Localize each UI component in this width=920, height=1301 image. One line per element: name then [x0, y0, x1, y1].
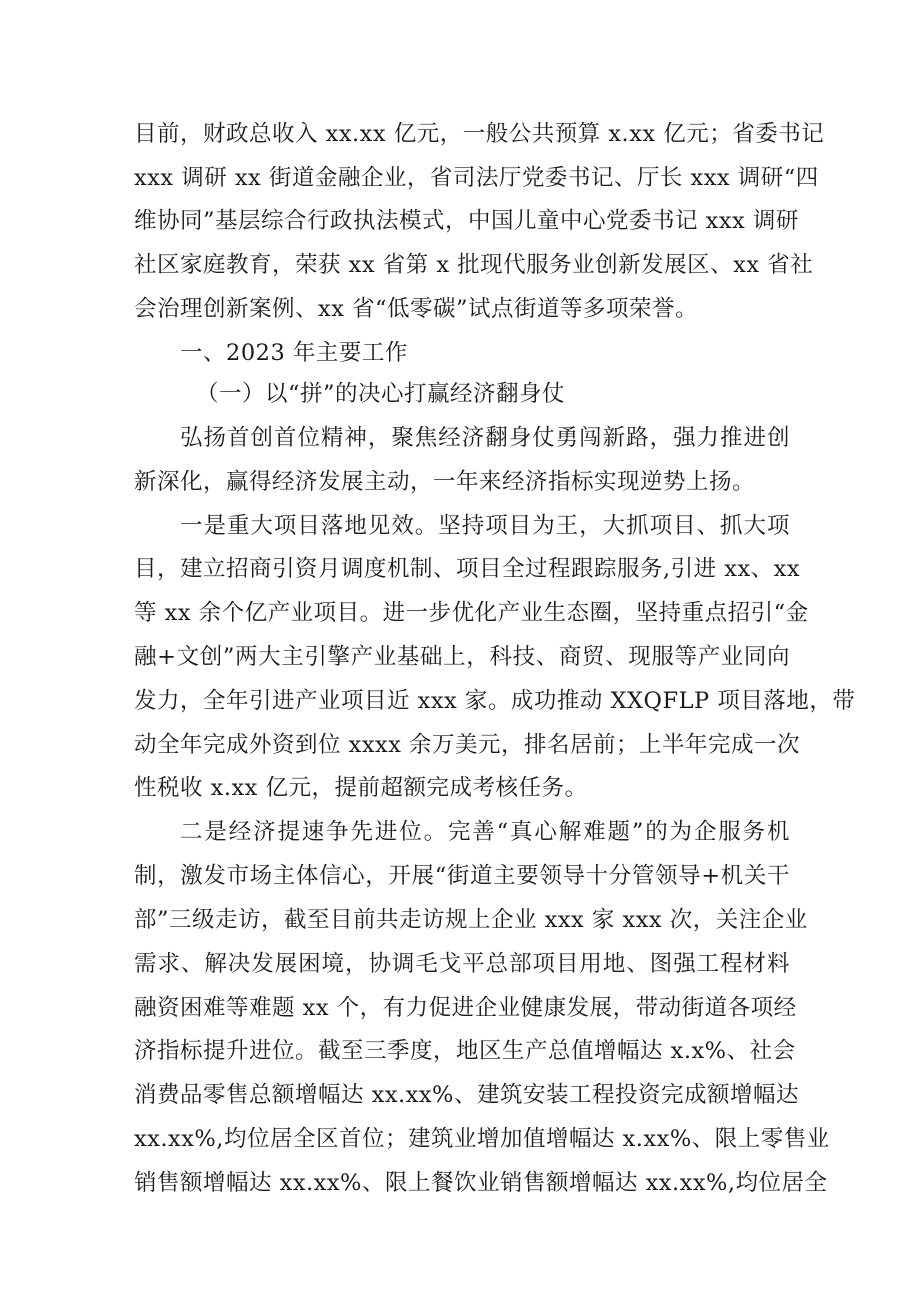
- text-line: xxx 调研 xx 街道金融企业，省司法厅党委书记、厅长 xxx 调研“四: [134, 165, 819, 191]
- text-line: 发力，全年引进产业项目近 xxx 家。成功推动 XXQFLP 项目落地，带: [134, 688, 856, 714]
- text-line: 弘扬首创首位精神，聚焦经济翻身仗勇闯新路，强力推进创: [180, 425, 790, 451]
- text-line: 目前，财政总收入 xx.xx 亿元，一般公共预算 x.xx 亿元；省委书记: [134, 121, 825, 147]
- text-line: 二是经济提速争先进位。完善“真心解难题”的为企服务机: [180, 819, 790, 845]
- text-line: 会治理创新案例、xx 省“低零碳”试点街道等多项荣誉。: [134, 296, 699, 322]
- text-line: 消费品零售总额增幅达 xx.xx%、建筑安装工程投资完成额增幅达: [134, 1082, 799, 1108]
- text-line: 销售额增幅达 xx.xx%、限上餐饮业销售额增幅达 xx.xx%,均位居全: [134, 1170, 828, 1196]
- text-line: 融资困难等难题 xx 个，有力促进企业健康发展，带动街道各项经: [134, 995, 797, 1021]
- text-line: 一是重大项目落地见效。坚持项目为王，大抓项目、抓大项: [180, 513, 790, 539]
- text-line: 融+文创”两大主引擎产业基础上，科技、商贸、现服等产业同向: [134, 644, 790, 670]
- section-heading: 一、2023 年主要工作: [180, 340, 408, 366]
- text-line: 新深化，赢得经济发展主动，一年来经济指标实现逆势上扬。: [134, 469, 756, 495]
- text-line: 济指标提升进位。截至三季度，地区生产总值增幅达 x.x%、社会: [134, 1038, 796, 1064]
- text-line: 部”三级走访，截至目前共走访规上企业 xxx 家 xxx 次，关注企业: [134, 907, 808, 933]
- text-line: 目，建立招商引资月调度机制、项目全过程跟踪服务,引进 xx、xx: [134, 556, 801, 582]
- text-line: 需求、解决发展困境，协调毛戈平总部项目用地、图强工程材料: [134, 951, 790, 977]
- subsection-heading: （一）以“拼”的决心打赢经济翻身仗: [196, 381, 566, 407]
- text-line: 动全年完成外资到位 xxxx 余万美元，排名居前；上半年完成一次: [134, 732, 801, 758]
- text-line: 制，激发市场主体信心，开展“街道主要领导十分管领导+机关干: [134, 863, 790, 889]
- text-line: 社区家庭教育，荣获 xx 省第 x 批现代服务业创新发展区、xx 省社: [134, 252, 814, 278]
- text-line: 等 xx 余个亿产业项目。进一步优化产业生态圈，坚持重点招引“金: [134, 600, 809, 626]
- text-line: 性税收 x.xx 亿元，提前超额完成考核任务。: [134, 775, 588, 801]
- text-line: xx.xx%,均位居全区首位；建筑业增加值增幅达 x.xx%、限上零售业: [134, 1126, 830, 1152]
- text-line: 维协同”基层综合行政执法模式，中国儿童中心党委书记 xxx 调研: [134, 208, 799, 234]
